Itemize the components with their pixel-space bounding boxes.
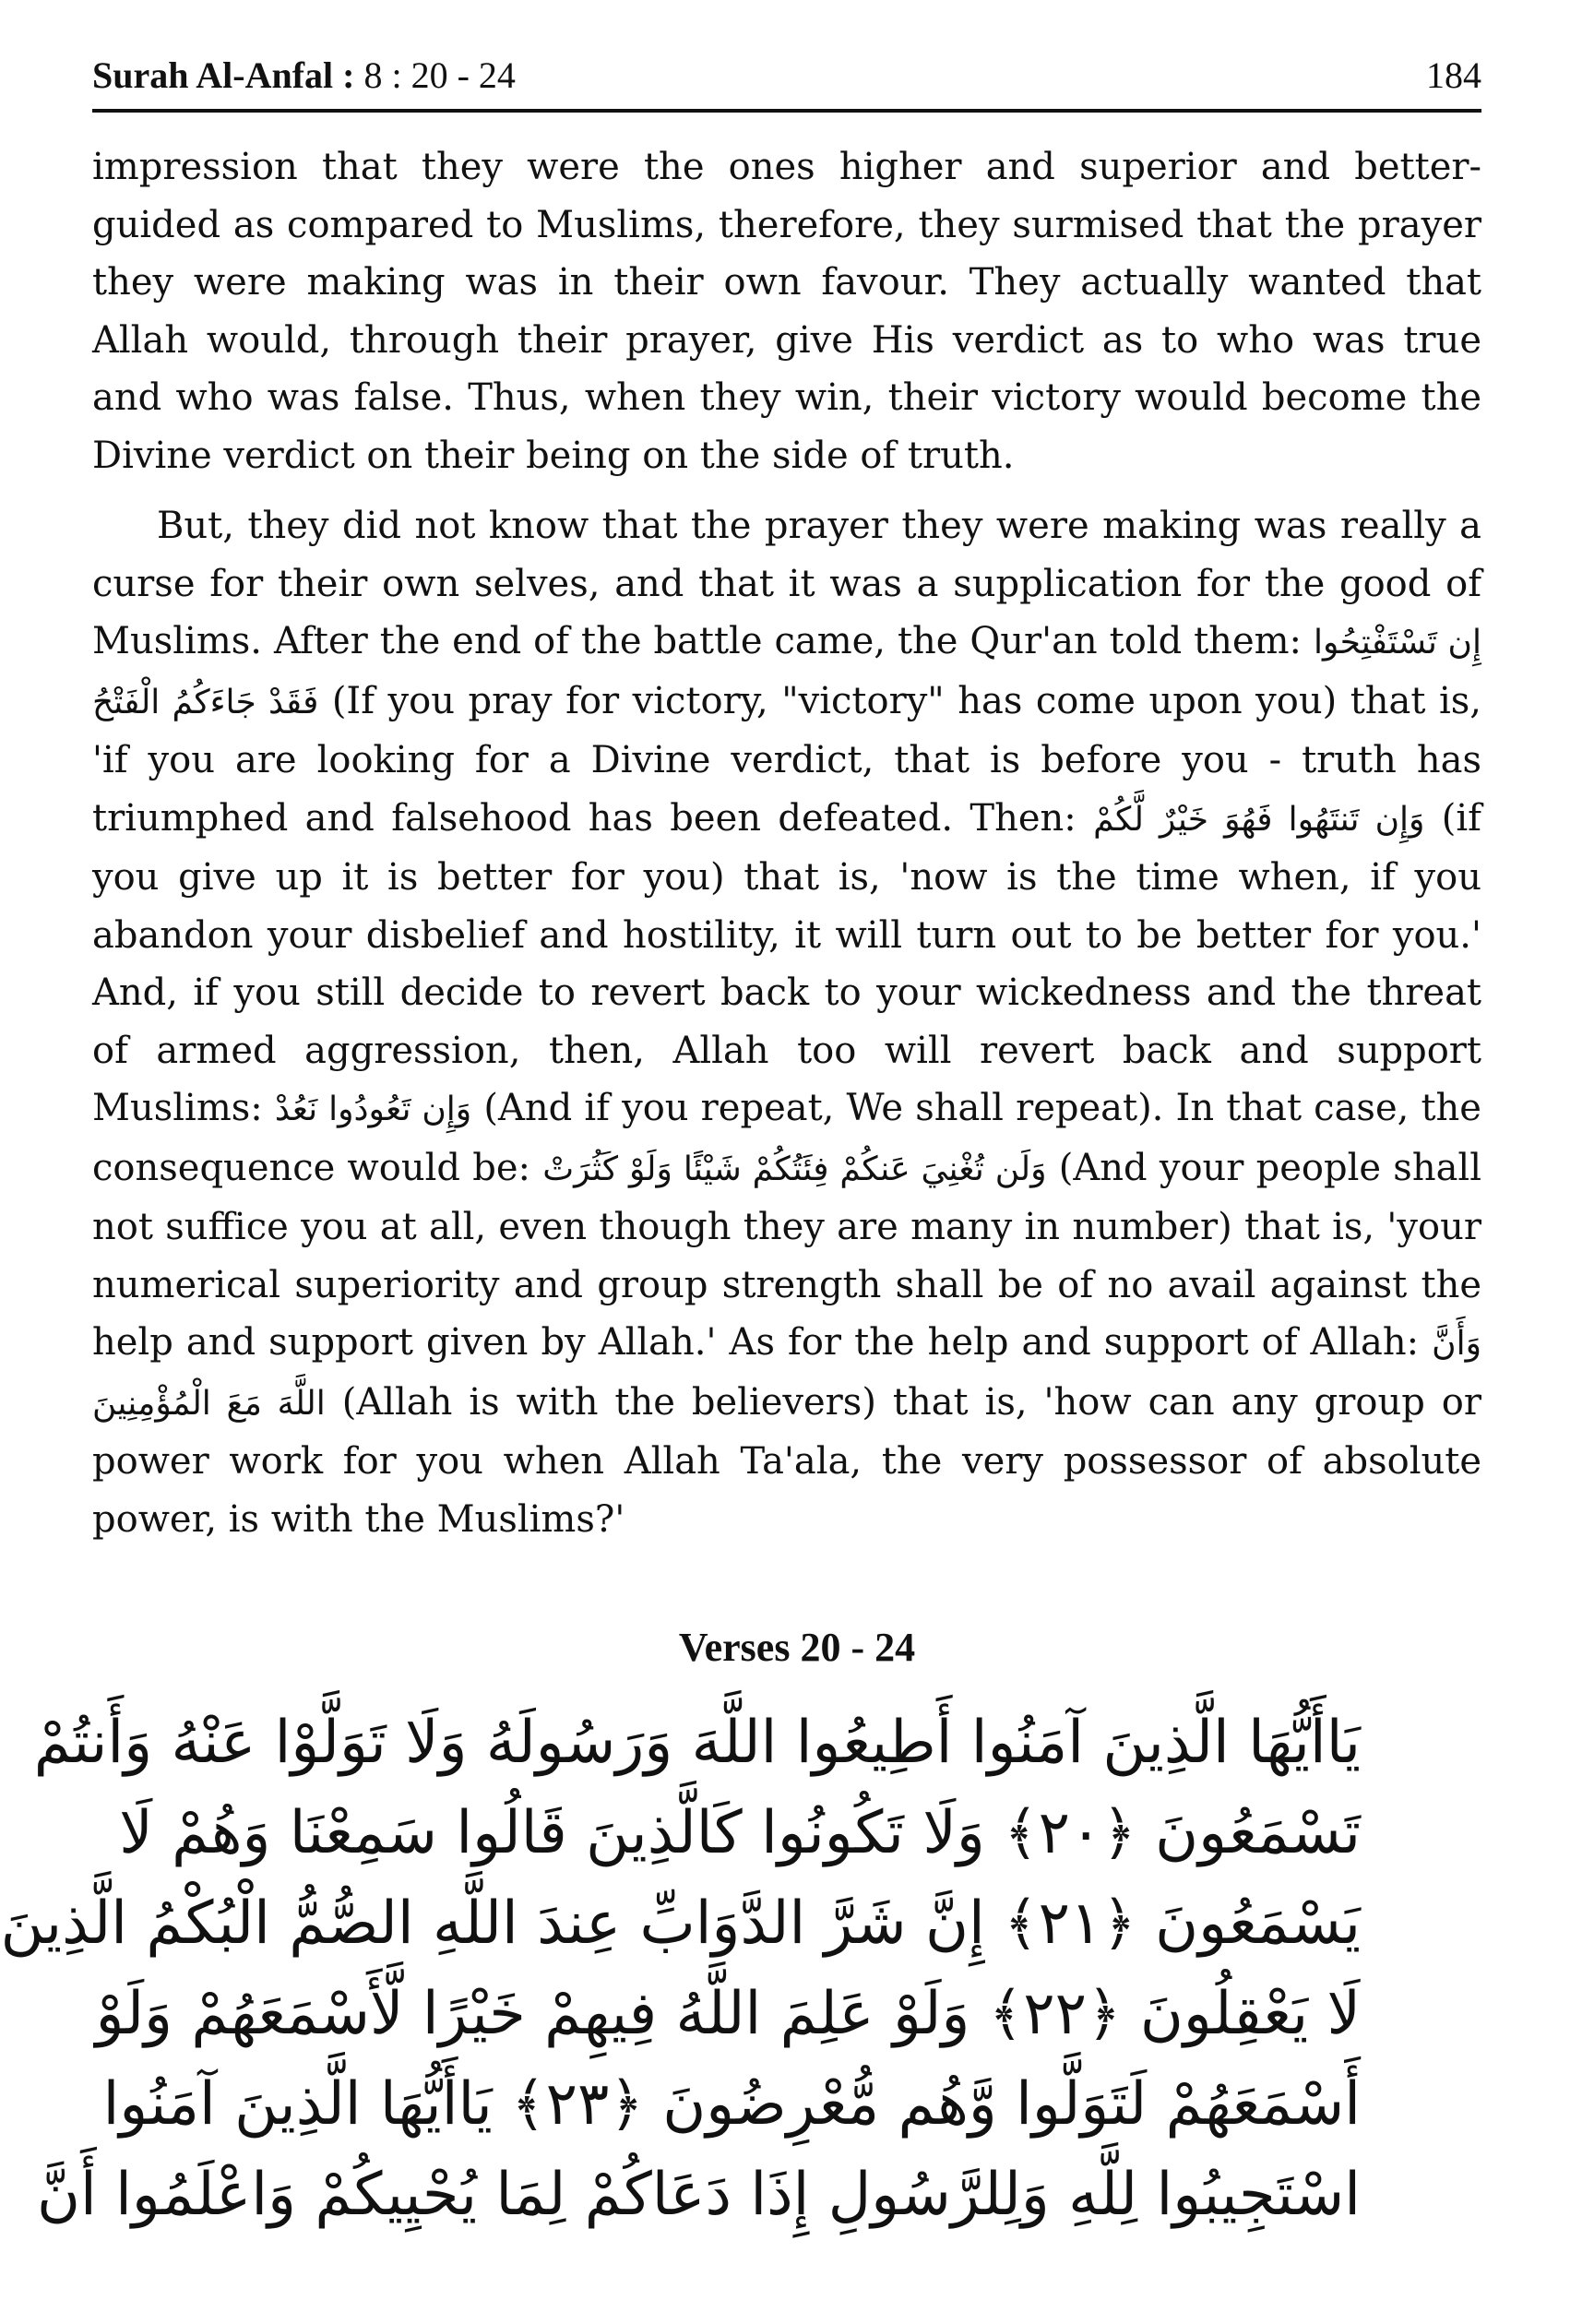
paragraph-2-text-1: But, they did not know that the prayer they were making was really a curse for their own selves, and that it was a supplication for the good of Muslims. After the end of the battle came, the Qur'an told them: — [92, 505, 1481, 662]
quran-verses-arabic — [0, 1698, 1361, 2240]
arabic-quote-repeat: وَإِن تَعُودُوا نَعُدْ — [274, 1090, 472, 1128]
running-header — [92, 54, 1481, 109]
paragraph-2-text-6: (Allah is with the believers) that is, 'how can any group or power work for you when Allah Ta'ala, the very possessor of absolute power, is with the Muslims?' — [92, 1380, 1481, 1541]
page-number: 184 — [1426, 54, 1481, 96]
paragraph-2 — [92, 497, 1481, 1548]
verse-line: يَاأَيُّهَا الَّذِينَ آمَنُوا أَطِيعُوا اللَّهَ وَرَسُولَهُ وَلَا تَوَلَّوْا عَنْهُ وَأَنتُمْ — [33, 1709, 1361, 1777]
verse-line: اسْتَجِيبُوا لِلَّهِ وَلِلرَّسُولِ إِذَا دَعَاكُمْ لِمَا يُحْيِيكُمْ وَاعْلَمُوا أَنَّ — [36, 2161, 1361, 2229]
verse-line: تَسْمَعُونَ ﴿٢٠﴾ وَلَا تَكُونُوا كَالَّذِينَ قَالُوا سَمِعْنَا وَهُمْ لَا — [119, 1799, 1361, 1867]
commentary-text — [92, 138, 1481, 1548]
paragraph-1: impression that they were the ones higher and superior and better-guided as compared to Muslims, therefore, they surmised that the prayer they were making was in their own favour. They actually wanted that Allah would, through their prayer, give His verdict as to who was true and who was false. Thus, when they win, their victory would become the Divine verdict on their being on the side of truth. — [92, 146, 1481, 477]
arabic-quote-victory: إِن تَسْتَفْتِحُوا فَقَدْ جَاءَكُمُ الْفَتْحُ — [92, 624, 1481, 721]
paragraph-2-text-4: (And if you repeat, We shall repeat). In that case, the consequence would be: — [92, 1087, 1481, 1189]
verse-line: يَسْمَعُونَ ﴿٢١﴾ إِنَّ شَرَّ الدَّوَابِّ عِندَ اللَّهِ الصُّمُّ الْبُكْمُ الَّذِينَ — [0, 1889, 1361, 1958]
verse-line: لَا يَعْقِلُونَ ﴿٢٢﴾ وَلَوْ عَلِمَ اللَّهُ فِيهِمْ خَيْرًا لَّأَسْمَعَهُمْ وَلَوْ — [95, 1980, 1361, 2048]
arabic-quote-suffice: وَلَن تُغْنِيَ عَنكُمْ فِئَتُكُمْ شَيْئًا وَلَوْ كَثُرَتْ — [542, 1150, 1047, 1188]
paragraph-2-text-2: (If you pray for victory, "victory" has come upon you) that is, 'if you are looking for a Divine verdict, that is before you - truth has triumphed and falsehood has been defeated. Then: — [92, 679, 1481, 840]
paragraph-2-text-3: (if you give up it is better for you) that is, 'now is the time when, if you abandon your disbelief and hostility, it will turn out to be better for you.' And, if you still decide to revert back to your wickedness and the threat of armed aggression, then, Allah too will revert back and support Muslims: — [92, 796, 1481, 1129]
surah-title — [92, 54, 516, 97]
header-rule — [92, 109, 1481, 113]
arabic-quote-allah-with-believers: وَأَنَّ اللَّهَ مَعَ الْمُؤْمِنِينَ — [92, 1325, 1481, 1423]
verse-line: أَسْمَعَهُمْ لَتَوَلَّوا وَّهُم مُّعْرِضُونَ ﴿٢٣﴾ يَاأَيُّهَا الَّذِينَ آمَنُوا — [102, 2070, 1361, 2139]
verses-heading: Verses 20 - 24 — [678, 1625, 916, 1670]
verse-reference: 8 : 20 - 24 — [363, 54, 516, 96]
paragraph-2-text-5: (And your people shall not suffice you at all, even though they are many in number) that is, 'your numerical superiority and group strength shall be of no avail against the help and support given by Allah.' As for the help and support of Allah: — [92, 1146, 1482, 1364]
surah-name: Surah Al-Anfal : — [92, 54, 355, 96]
arabic-quote-give-up: وَإِن تَنتَهُوا فَهُوَ خَيْرٌ لَّكُمْ — [1093, 800, 1425, 839]
